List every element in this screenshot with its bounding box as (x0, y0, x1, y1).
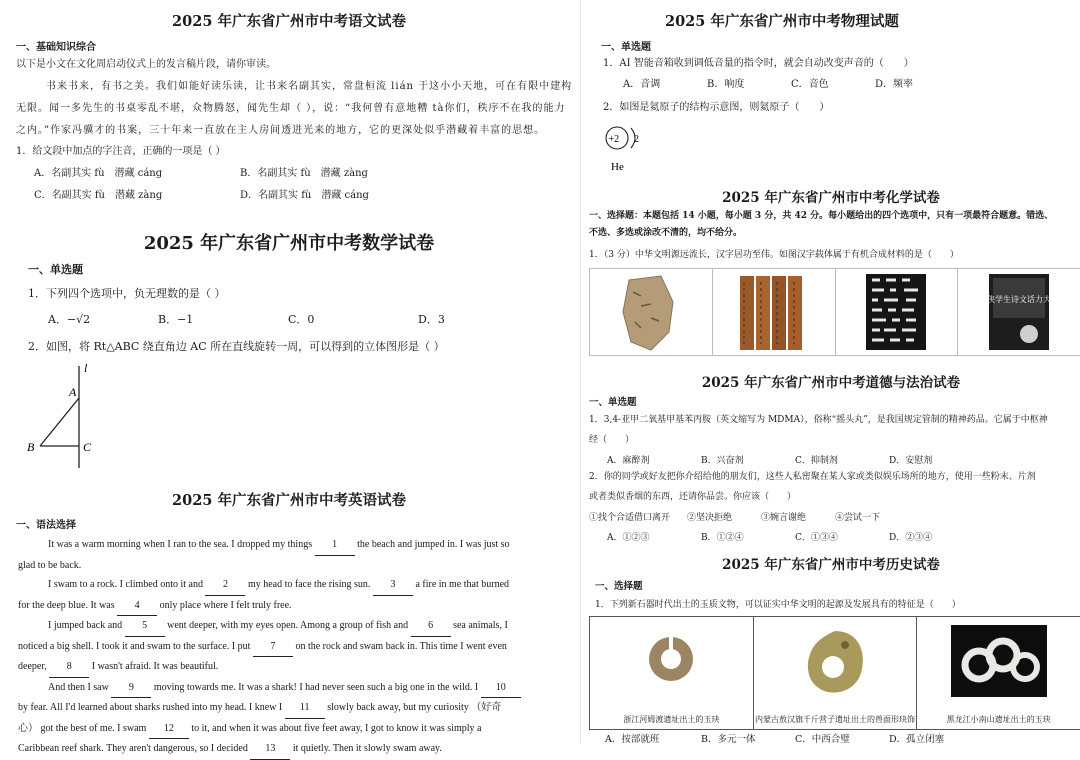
label-b: B (27, 440, 35, 454)
passage-text: to it, and when it was about five feet away, I got to know it was simply a (188, 722, 482, 734)
english-passage (18, 535, 574, 760)
history-options (605, 731, 944, 745)
option-c[interactable]: C．①③④ (795, 533, 838, 543)
physics-options (623, 75, 913, 90)
morality-question-1 (589, 410, 1048, 450)
poster-text: 游侠学生诗文话力大赛 (979, 295, 1060, 304)
option-a[interactable]: A．按部就班 (605, 734, 660, 745)
option-c[interactable]: C．0 (288, 313, 315, 326)
bamboo-slips-icon (734, 272, 814, 352)
physics-question-2: 2．如图是氦原子的结构示意图，则氦原子（ ） (603, 102, 830, 113)
passage-text: noticed a big shell. I took it and swam to the surface. I put (18, 640, 253, 652)
answer-blank[interactable]: 7 (253, 637, 293, 658)
chinese-exam (0, 10, 578, 31)
nucleus-charge: +2 (608, 134, 620, 145)
chinese-section: 一、基础知识综合 (16, 42, 96, 53)
answer-blank[interactable]: 10 (481, 678, 521, 699)
option-a[interactable]: A．①②③ (607, 533, 650, 543)
answer-blank[interactable]: 8 (49, 657, 89, 678)
shell-electrons: 2 (634, 134, 639, 145)
answer-blank[interactable]: 4 (117, 596, 157, 617)
option-d[interactable]: D．名副其实 fù 潜藏 cáng (240, 190, 369, 201)
artifact-caption: 黑龙江小南山遗址出土的玉玦 (946, 715, 1051, 724)
chinese-question-1: 1．给文段中加点的字注音，正确的一项是（ ） (16, 146, 226, 157)
passage-line (18, 575, 574, 596)
passage-line (18, 556, 574, 576)
passage-text: I swam to a rock. I climbed onto it and (48, 579, 206, 590)
english-exam (0, 489, 578, 510)
option-b[interactable]: B．名副其实 fù 潜藏 zàng (240, 168, 368, 179)
passage-text: moving towards me. It was a shark! I had never seen such a big one in the wild. I (151, 681, 481, 693)
morality-exam (581, 371, 1080, 391)
morality-question-2 (589, 467, 1036, 507)
option-a[interactable]: A．麻醉剂 (607, 456, 650, 466)
passage-text: glad to be back. (18, 559, 82, 571)
answer-blank[interactable]: 6 (411, 616, 451, 637)
element-symbol: He (611, 161, 624, 173)
jade-jue-icon (636, 623, 706, 693)
english-title: 2025 年广东省广州市中考英语试卷 (172, 492, 406, 509)
option-d[interactable]: D．②③④ (889, 533, 933, 543)
option-a[interactable]: A．名副其实 fù 潜藏 cáng (34, 168, 163, 179)
answer-blank[interactable]: 5 (125, 616, 165, 637)
math-question-1: 1．下列四个选项中，负无理数的是（ ） (28, 287, 226, 300)
morality-q2-options (607, 530, 932, 543)
passage-line (18, 657, 574, 678)
passage-text: a fire in me that burned (412, 579, 510, 590)
answer-blank[interactable]: 12 (149, 719, 189, 740)
physics-title: 2025 年广东省广州市中考物理试题 (665, 13, 899, 30)
passage-line: 书来书来，有书之美。我们如能好读乐读，让书来名副其实，常盘桓流 lián 于这小小天地，可在有限中建构 (46, 81, 573, 92)
hypotenuse-line (40, 398, 79, 446)
passage-text: on the rock and swam back in. This time I went even (292, 640, 507, 652)
statement-item: ①找个合适借口离开 (589, 513, 671, 523)
passage-line: 之内。”作家冯骥才的书案，三十年来一直放在主人房间透进光来的地方，它的更深处似乎潜藏着丰富的思想。 (16, 125, 546, 136)
chinese-intro: 以下是小文在文化周启动仪式上的发言稿片段，请你审读。 (16, 59, 276, 70)
passage-line (18, 535, 574, 556)
artifact-cell[interactable] (590, 617, 754, 729)
right-column (580, 0, 1080, 744)
passage-line (18, 637, 574, 658)
history-exam (581, 553, 1080, 573)
option-d[interactable]: D．3 (418, 313, 445, 326)
stone-rubbing-image[interactable] (836, 269, 959, 355)
passage-text: And then I saw (48, 681, 112, 693)
morality-title: 2025 年广东省广州市中考道德与法治试卷 (701, 375, 961, 391)
jade-rings-icon (949, 623, 1049, 699)
question-line: 1．3,4-亚甲二氧基甲基苯丙胺（英文缩写为 MDMA），俗称“摇头丸”，是我国规定管制的精神药品。它属于中枢神 (589, 415, 1048, 425)
oracle-bone-icon (611, 272, 691, 352)
passage-text: the beach and jumped in. I was just so (354, 539, 510, 550)
passage-text: It was a warm morning when I ran to the sea. I dropped my things (48, 539, 315, 550)
chinese-passage (16, 76, 572, 142)
passage-text: I wasn't afraid. It was beautiful. (89, 661, 219, 672)
poster-icon (979, 272, 1059, 352)
english-section: 一、语法选择 (16, 520, 76, 531)
passage-text: for the deep blue. It was (18, 599, 118, 611)
passage-line (18, 719, 574, 740)
history-question-1: 1．下列新石器时代出土的玉质文物，可以证实中华文明的起源及发展具有的特征是（ ） (595, 600, 961, 610)
passage-text: by fear. All I'd learned about sharks rushed into my head. I knew I (18, 702, 285, 713)
morality-q1-options (607, 453, 932, 466)
chemistry-question-1: 1．（3 分）中华文明源远流长，汉字居功至伟。如图汉字载体属于有机合成材料的是（ ） (589, 250, 959, 260)
option-a[interactable]: A．音调 (623, 79, 661, 90)
answer-blank[interactable]: 1 (315, 535, 355, 556)
math-question-2: 2．如图，将 Rt△ABC 绕直角边 AC 所在直线旋转一周，可以得到的立体图形是（ ） (28, 340, 445, 353)
option-b[interactable]: B．响度 (707, 79, 745, 90)
question-line: 2．你的同学或好友把你介绍给他的朋友们，这些人私密聚在某人家或类似娱乐场所的地方，使用一些粉末、片剂 (589, 472, 1036, 482)
option-b[interactable]: B．−1 (158, 313, 194, 326)
bamboo-slips-image[interactable] (713, 269, 836, 355)
passage-line: 无限。闻一多先生的书桌零乱不堪，众物腾怒，闻先生却（ ），说：“我何曾有意地糟 tà你们，秩序不在我的能力 (16, 103, 566, 114)
morality-section: 一、单选题 (589, 397, 637, 408)
stone-rubbing-icon (856, 272, 936, 352)
poster-image[interactable] (958, 269, 1080, 355)
beast-face-jade-icon (795, 623, 875, 703)
passage-text: only place where I felt truly free. (157, 599, 292, 611)
physics-section: 一、单选题 (601, 42, 651, 53)
answer-blank[interactable]: 2 (205, 575, 245, 596)
chemistry-section-line: 不选、多选或涂改不清的，均不给分。 (589, 228, 743, 238)
option-d[interactable]: D．安慰剂 (889, 456, 933, 466)
artifact-caption: 内蒙古敖汉旗千斤营子遗址出土的兽面形玦饰 (755, 715, 915, 724)
chemistry-image-row (589, 268, 1080, 356)
passage-text: Caribbean reef shark. They aren't dangerous, so I decided (18, 743, 251, 754)
chemistry-title: 2025 年广东省广州市中考化学试卷 (722, 190, 940, 206)
passage-text: 心） got the best of me. I swam (18, 722, 149, 734)
passage-text: my head to face the rising sun. (245, 579, 373, 590)
option-a[interactable]: A．−√2 (48, 313, 91, 326)
option-d[interactable]: D．孤立闭塞 (889, 734, 945, 745)
chemistry-exam (581, 186, 1080, 206)
chemistry-section (589, 208, 1053, 242)
history-artifact-table (589, 616, 1080, 730)
answer-blank[interactable]: 9 (111, 678, 151, 699)
option-c[interactable]: C．名副其实 fù 潜藏 zàng (34, 190, 163, 201)
artifact-caption: 浙江河姆渡遗址出土的玉玦 (623, 715, 720, 724)
passage-line (18, 739, 574, 760)
passage-text: sea animals, I (450, 620, 508, 631)
option-d[interactable]: D．频率 (875, 79, 914, 90)
answer-blank[interactable]: 3 (373, 575, 413, 596)
statement-item: ④尝试一下 (835, 513, 881, 523)
option-c[interactable]: C．抑制剂 (795, 456, 838, 466)
label-l: l (84, 361, 88, 375)
statement-item: ②坚决拒绝 (687, 513, 733, 523)
answer-blank[interactable]: 13 (250, 739, 290, 760)
math-options (48, 311, 445, 327)
chemistry-section-line: 一、选择题：本题包括 14 小题，每小题 3 分，共 42 分。每小题给出的四个选项中，只有一项最符合题意。错选、 (589, 211, 1054, 221)
chinese-options (34, 163, 554, 207)
label-c: C (83, 440, 92, 454)
math-title: 2025 年广东省广州市中考数学试卷 (143, 233, 435, 254)
passage-text: slowly back away, but my curiosity （好奇 (324, 702, 502, 713)
physics-question-1: 1．AI 智能音箱收到调低音量的指令时，就会自动改变声音的（ ） (603, 58, 914, 69)
math-exam (0, 229, 578, 255)
passage-line (18, 596, 574, 617)
label-a: A (69, 385, 77, 399)
history-section: 一、选择题 (595, 581, 643, 592)
math-section: 一、单选题 (28, 263, 83, 276)
option-c[interactable]: C．音色 (791, 79, 829, 90)
chinese-title: 2025 年广东省广州市中考语文试卷 (172, 13, 406, 30)
question-line: 或者类似香烟的东西，还请你品尝。你应该（ ） (589, 492, 797, 502)
history-title: 2025 年广东省广州市中考历史试卷 (722, 557, 940, 573)
passage-line (18, 616, 574, 637)
option-b[interactable]: B．兴奋剂 (701, 456, 744, 466)
option-c[interactable]: C．中西合璧 (795, 734, 850, 745)
answer-blank[interactable]: 11 (285, 698, 325, 719)
passage-text: I jumped back and (48, 620, 125, 631)
passage-text: went deeper, with my eyes open. Among a group of fish and (164, 620, 411, 631)
statement-item: ③婉言谢绝 (761, 513, 807, 523)
artifact-cell[interactable] (917, 617, 1080, 729)
passage-line (18, 678, 574, 699)
question-line: 经（ ） (589, 435, 635, 445)
option-b[interactable]: B．多元一体 (701, 734, 756, 745)
option-b[interactable]: B．①②④ (701, 533, 744, 543)
passage-text: it quietly. Then it slowly swam away. (290, 743, 442, 754)
passage-line (18, 698, 574, 719)
oracle-bone-image[interactable] (590, 269, 713, 355)
helium-atom-diagram (599, 120, 659, 180)
artifact-cell[interactable] (754, 617, 918, 729)
triangle-rotation-figure (22, 358, 102, 470)
passage-text: deeper, (18, 661, 50, 672)
physics-exam (581, 10, 1080, 31)
morality-q2-statements (589, 510, 880, 523)
